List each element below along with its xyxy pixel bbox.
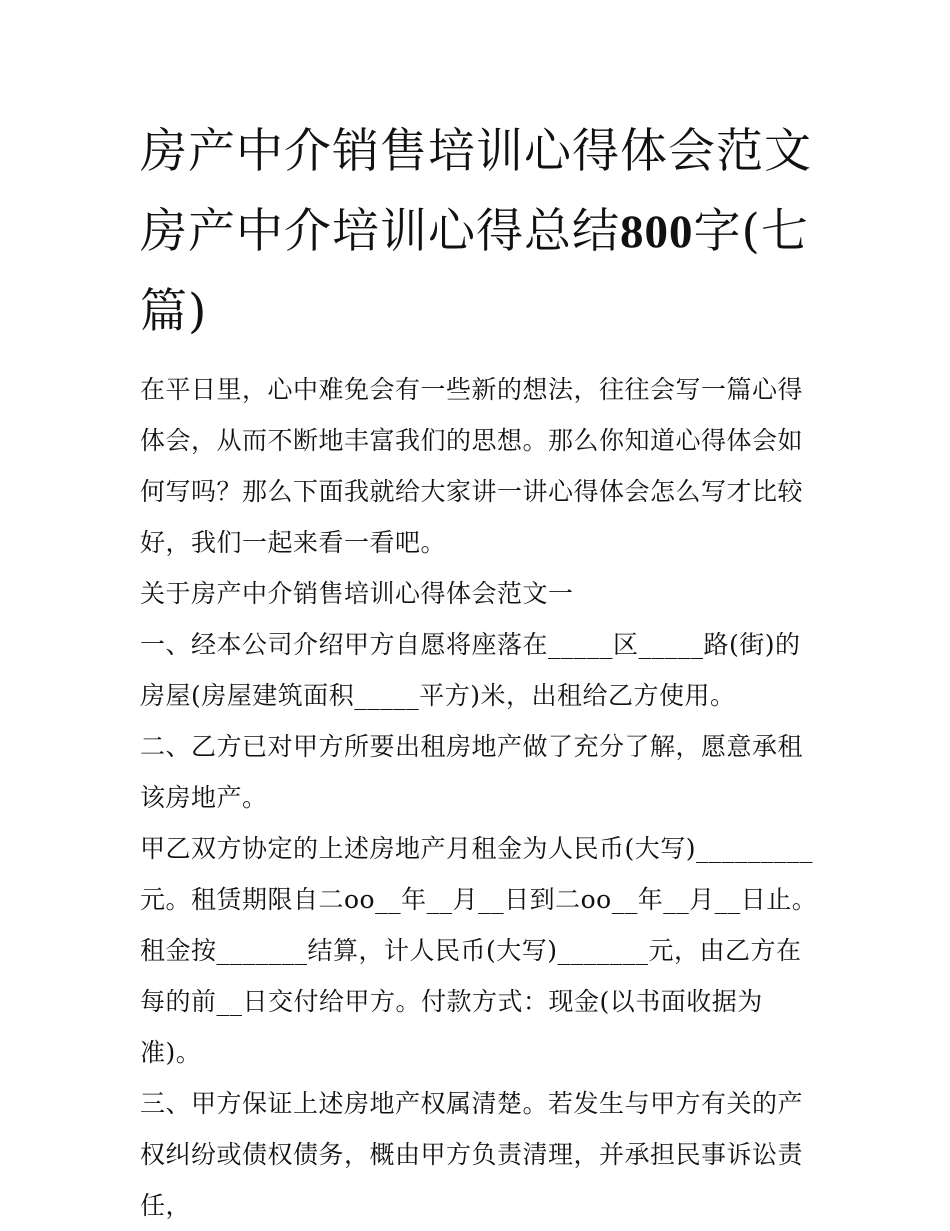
- title-text-main: 房产中介销售培训心得体会范文 房产中介培训心得总结: [140, 124, 812, 259]
- document-page: [140, 112, 820, 1231]
- rent-terms-paragraph: 甲乙双方协定的上述房地产月租金为人民币(大写)_________元。租赁期限自二oo__年__月__日到二oo__年__月__日止。租金按_______结算，计人民币(大写)_______元，由乙方在每的前__日交付给甲方。付款方式：现金(以书面收据为准)。: [140, 834, 818, 1067]
- clause-three: 三、甲方保证上述房地产权属清楚。若发生与甲方有关的产权纠纷或债权债务，概由甲方负责清理，并承担民事诉讼责任，: [140, 1089, 804, 1220]
- clause-two: 二、乙方已对甲方所要出租房地产做了充分了解，愿意承租该房地产。: [140, 732, 804, 812]
- section-heading: 关于房产中介销售培训心得体会范文一: [140, 579, 574, 608]
- title-number: 800: [620, 206, 694, 258]
- title-text-tail: 字(七篇): [140, 204, 809, 339]
- intro-paragraph: 在平日里，心中难免会有一些新的想法，往往会写一篇心得体会，从而不断地丰富我们的思想。那么你知道心得体会如何写吗？那么下面我就给大家讲一讲心得体会怎么写才比较好，我们一起来看一看吧。: [140, 375, 804, 557]
- clause-one: 一、经本公司介绍甲方自愿将座落在_____区_____路(街)的房屋(房屋建筑面积_____平方)米，出租给乙方使用。: [140, 630, 801, 710]
- document-title: [140, 112, 820, 352]
- document-body: [140, 364, 820, 1231]
